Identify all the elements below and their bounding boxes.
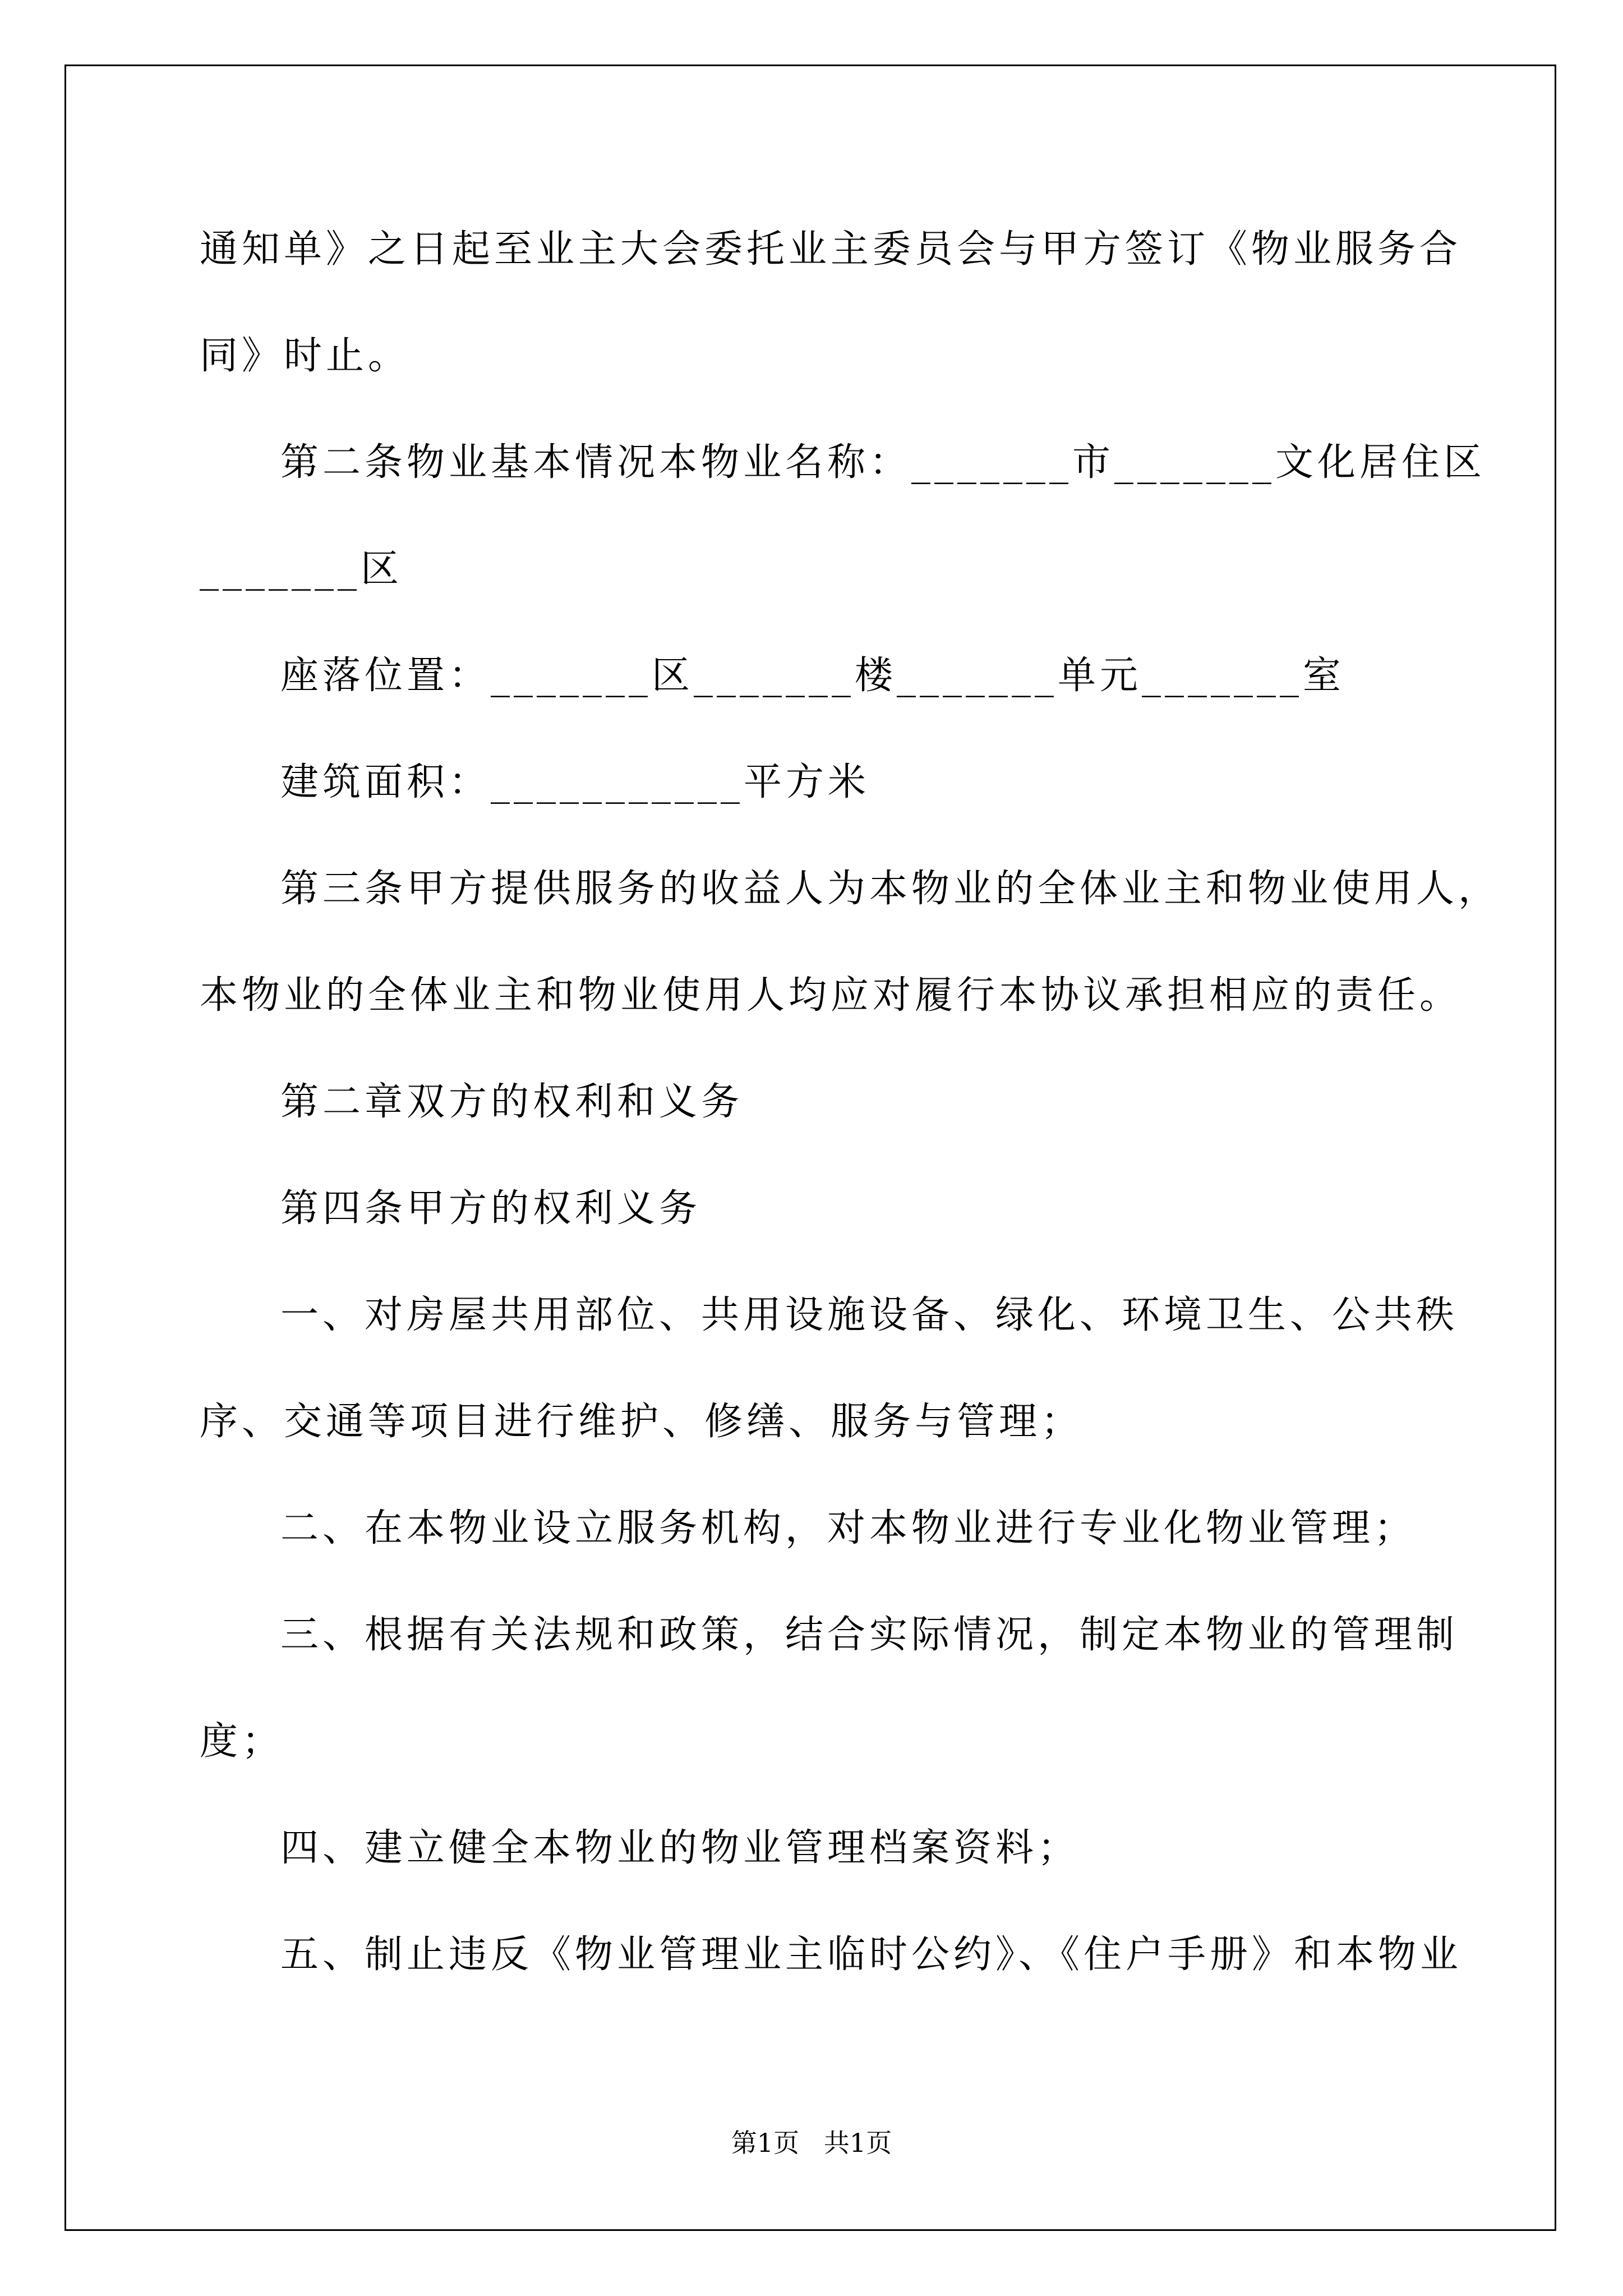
text-line: 第二条物业基本情况本物业名称：_______市_______文化居住区 — [280, 440, 1486, 485]
text-line: 二、在本物业设立服务机构，对本物业进行专业化物业管理； — [280, 1506, 1417, 1550]
text-line: _______区 — [200, 547, 403, 591]
text-line: 建筑面积：___________平方米 — [280, 760, 870, 804]
text-line: 五、制止违反《物业管理业主临时公约》、《住户手册》和本物业 — [280, 1932, 1463, 1977]
article-heading: 第四条甲方的权利义务 — [280, 1186, 702, 1231]
page-number-footer: 第1页 共1页 — [731, 2128, 892, 2158]
text-line: 本物业的全体业主和物业使用人均应对履行本协议承担相应的责任。 — [200, 973, 1462, 1018]
text-line: 同》时止。 — [200, 334, 411, 378]
text-line: 通知单》之日起至业主大会委托业主委员会与甲方签订《物业服务合 — [200, 227, 1462, 272]
text-line: 度； — [200, 1719, 284, 1764]
chapter-heading: 第二章双方的权利和义务 — [280, 1080, 744, 1124]
page-border — [64, 65, 1556, 2231]
text-line: 四、建立健全本物业的物业管理档案资料； — [280, 1826, 1080, 1870]
text-line: 座落位置：_______区_______楼_______单元_______室 — [280, 654, 1345, 698]
text-line: 三、根据有关法规和政策，结合实际情况，制定本物业的管理制 — [280, 1613, 1459, 1657]
text-line: 序、交通等项目进行维护、修缮、服务与管理； — [200, 1400, 1083, 1444]
text-line: 一、对房屋共用部位、共用设施设备、绿化、环境卫生、公共秩 — [280, 1293, 1459, 1337]
text-line: 第三条甲方提供服务的收益人为本物业的全体业主和物业使用人， — [280, 867, 1501, 911]
